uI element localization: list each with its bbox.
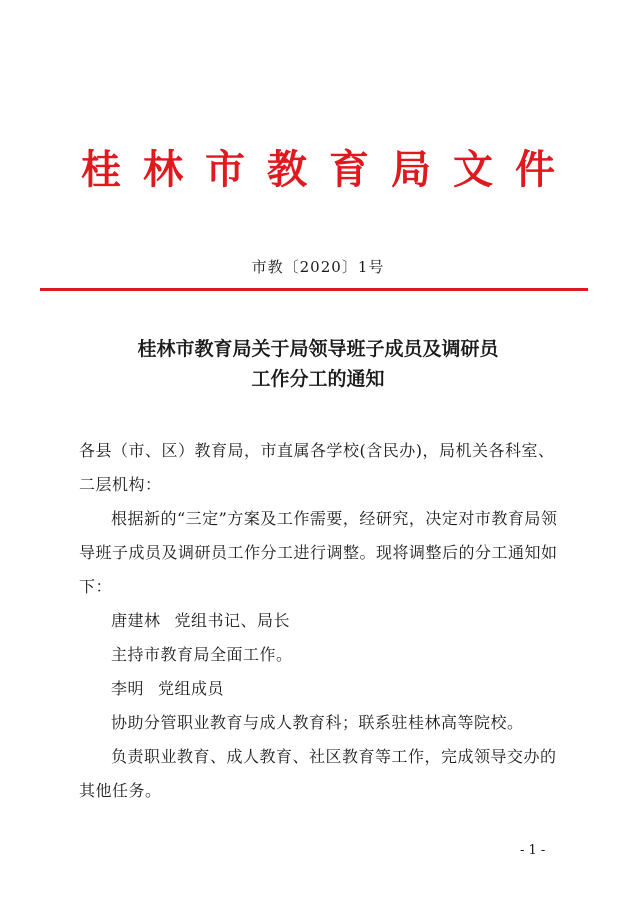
- member-heading: [79, 672, 559, 706]
- page-number: - 1 -: [520, 843, 546, 858]
- notice-title-line-2: 工作分工的通知: [251, 368, 385, 390]
- notice-title: [0, 334, 636, 394]
- member-duty: 负责职业教育、成人教育、社区教育等工作，完成领导交办的其他任务。: [79, 747, 557, 800]
- member-duty: 协助分管职业教育与成人教育科；联系驻桂林高等院校。: [111, 713, 524, 732]
- document-number: 市教〔2020〕1号: [251, 258, 385, 276]
- document-header-title: 桂林市教育局文件: [81, 147, 577, 193]
- intro-paragraph: 根据新的“三定”方案及工作需要，经研究，决定对市教育局领导班子成员及调研员工作分工进行调整。现将调整后的分工通知如下：: [79, 509, 558, 596]
- member-position: 党组成员: [158, 679, 225, 698]
- notice-title-line-1: 桂林市教育局关于局领导班子成员及调研员: [137, 338, 499, 360]
- recipients-paragraph: 各县（市、区）教育局，市直属各学校(含民办)，局机关各科室、二层机构：: [79, 441, 555, 494]
- member-name: 李明: [111, 679, 145, 698]
- member-name: 唐建林: [111, 611, 161, 630]
- document-body: [79, 434, 559, 808]
- member-duty: 主持市教育局全面工作。: [111, 645, 293, 664]
- member-heading: [79, 604, 559, 638]
- red-divider-line: [40, 288, 588, 291]
- member-position: 党组书记、局长: [174, 611, 291, 630]
